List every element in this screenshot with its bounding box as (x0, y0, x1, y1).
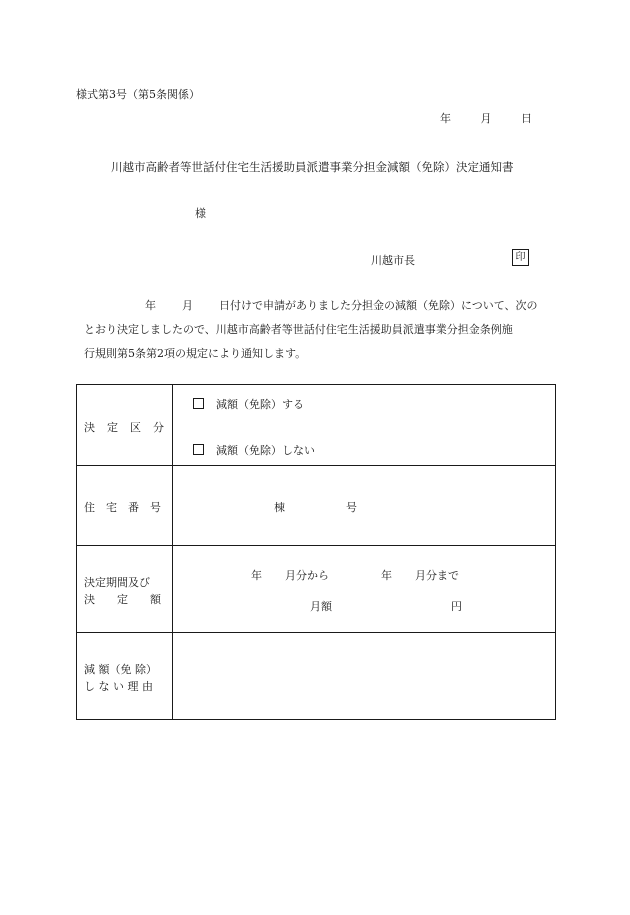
decision-category-label: 決 定 区 分 (84, 421, 165, 434)
date-month-label: 月 (480, 112, 492, 125)
checkbox-not-reduce[interactable] (193, 444, 204, 455)
building-label: 棟 (274, 501, 285, 514)
period-from-month: 月分から (285, 569, 329, 582)
issue-date (440, 110, 532, 126)
number-label: 号 (346, 501, 357, 514)
period-to-month: 月分まで (415, 569, 459, 582)
table-row-divider (77, 545, 555, 546)
body-paragraph-line-1 (145, 297, 538, 313)
form-number-label: 様式第3号（第5条関係） (76, 88, 200, 101)
table-column-divider (172, 385, 173, 719)
decision-table (76, 384, 556, 720)
reason-label-1: 減 額（免 除） (84, 663, 157, 676)
seal-mark: 印 (512, 249, 529, 266)
house-number-label: 住 宅 番 号 (84, 501, 161, 514)
reason-label-2: し な い 理 由 (84, 680, 153, 693)
para-line-1-text: 日付けで申請がありました分担金の減額（免除）について、次の (219, 299, 538, 312)
checkbox-reduce[interactable] (193, 398, 204, 409)
yen-label: 円 (451, 600, 462, 613)
table-row-divider (77, 465, 555, 466)
para-month-label: 月 (182, 299, 193, 312)
date-day-label: 日 (521, 112, 532, 125)
para-year-label: 年 (145, 299, 156, 312)
period-from-year: 年 (251, 569, 262, 582)
period-to-year: 年 (381, 569, 392, 582)
option-reduce-label: 減額（免除）する (216, 398, 304, 411)
addressee-suffix: 様 (195, 207, 206, 220)
table-row-divider (77, 632, 555, 633)
body-paragraph-line-3: 行規則第5条第2項の規定により通知します。 (84, 347, 307, 360)
option-reduce[interactable] (193, 396, 304, 412)
date-year-label: 年 (440, 112, 451, 125)
body-paragraph-line-2: とおり決定しましたので、川越市高齢者等世話付住宅生活援助員派遣事業分担金条例施 (84, 323, 513, 336)
option-not-reduce[interactable] (193, 442, 315, 458)
option-not-reduce-label: 減額（免除）しない (216, 444, 315, 457)
period-amount-label-2: 決 定 額 (84, 593, 161, 606)
sender-name: 川越市長 (371, 254, 415, 267)
document-title: 川越市高齢者等世話付住宅生活援助員派遣事業分担金減額（免除）決定通知書 (111, 160, 514, 174)
period-amount-label-1: 決定期間及び (84, 576, 150, 589)
monthly-amount-label: 月額 (310, 600, 332, 613)
